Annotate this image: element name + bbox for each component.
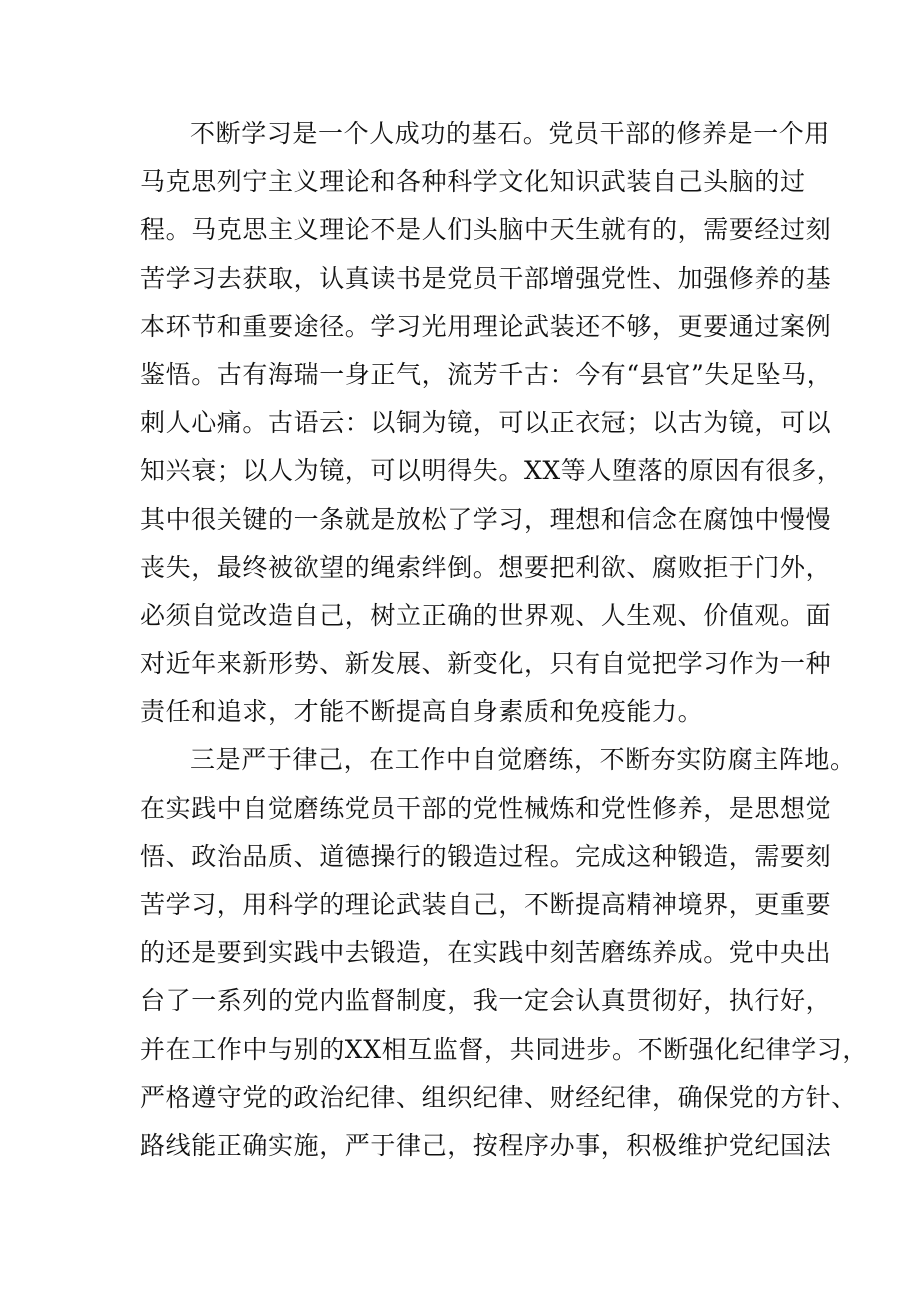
paragraph-line: 苦学习去获取，认真读书是党员干部增强党性、加强修养的基: [140, 263, 832, 293]
paragraph-line: 责任和追求，才能不断提高自身素质和免疫能力。: [140, 697, 704, 727]
paragraph-line: 在实践中自觉磨练党员干部的党性械炼和党性修养，是思想觉: [140, 793, 832, 823]
paragraph-line: 其中很关键的一条就是放松了学习，理想和信念在腐蚀中慢慢: [140, 504, 832, 534]
body-text: [140, 110, 868, 1170]
paragraph-line: 丧失，最终被欲望的绳索绊倒。想要把利欲、腐败拒于门外，: [140, 552, 832, 582]
paragraph-line: 本环节和重要途径。学习光用理论武装还不够，更要通过案例: [140, 311, 832, 341]
paragraph-line: 知兴衰；以人为镜，可以明得失。XX等人堕落的原因有很多，: [140, 456, 843, 486]
paragraph-line: 刺人心痛。古语云：以铜为镜，可以正衣冠；以古为镜，可以: [140, 408, 832, 438]
paragraph-line: 鉴悟。古有海瑞一身正气，流芳千古：今有“县官”失足坠马，: [140, 359, 833, 389]
paragraph-line: 悟、政治品质、道德操行的锻造过程。完成这种锻造，需要刻: [140, 841, 832, 871]
paragraph-line: 路线能正确实施，严于律己，按程序办事，积极维护党纪国法: [140, 1130, 832, 1160]
paragraph-line: 马克思列宁主义理论和各种科学文化知识武装自己头脑的过: [140, 167, 806, 197]
paragraph-line: 的还是要到实践中去锻造，在实践中刻苦磨练养成。党中央出: [140, 938, 832, 968]
paragraph-line: 台了一系列的党内监督制度，我一定会认真贯彻好，执行好，: [140, 986, 832, 1016]
paragraph-line: 苦学习，用科学的理论武装自己，不断提高精神境界，更重要: [140, 890, 832, 919]
paragraph-line: 严格遵守党的政治纪律、组织纪律、财经纪律，确保党的方针、: [140, 1082, 857, 1112]
paragraph-line: 对近年来新形势、新发展、新变化，只有自觉把学习作为一种: [140, 649, 832, 679]
paragraph-line: 程。马克思主义理论不是人们头脑中天生就有的，需要经过刻: [140, 215, 832, 245]
paragraph-line: 必须自觉改造自己，树立正确的世界观、人生观、价值观。面: [140, 600, 832, 630]
paragraph-line: 三是严于律己，在工作中自觉磨练，不断夯实防腐主阵地。: [190, 745, 856, 775]
paragraph-line: 不断学习是一个人成功的基石。党员干部的修养是一个用: [190, 119, 831, 148]
paragraph-line: 并在工作中与别的XX相互监督，共同进步。不断强化纪律学习，: [140, 1034, 868, 1064]
